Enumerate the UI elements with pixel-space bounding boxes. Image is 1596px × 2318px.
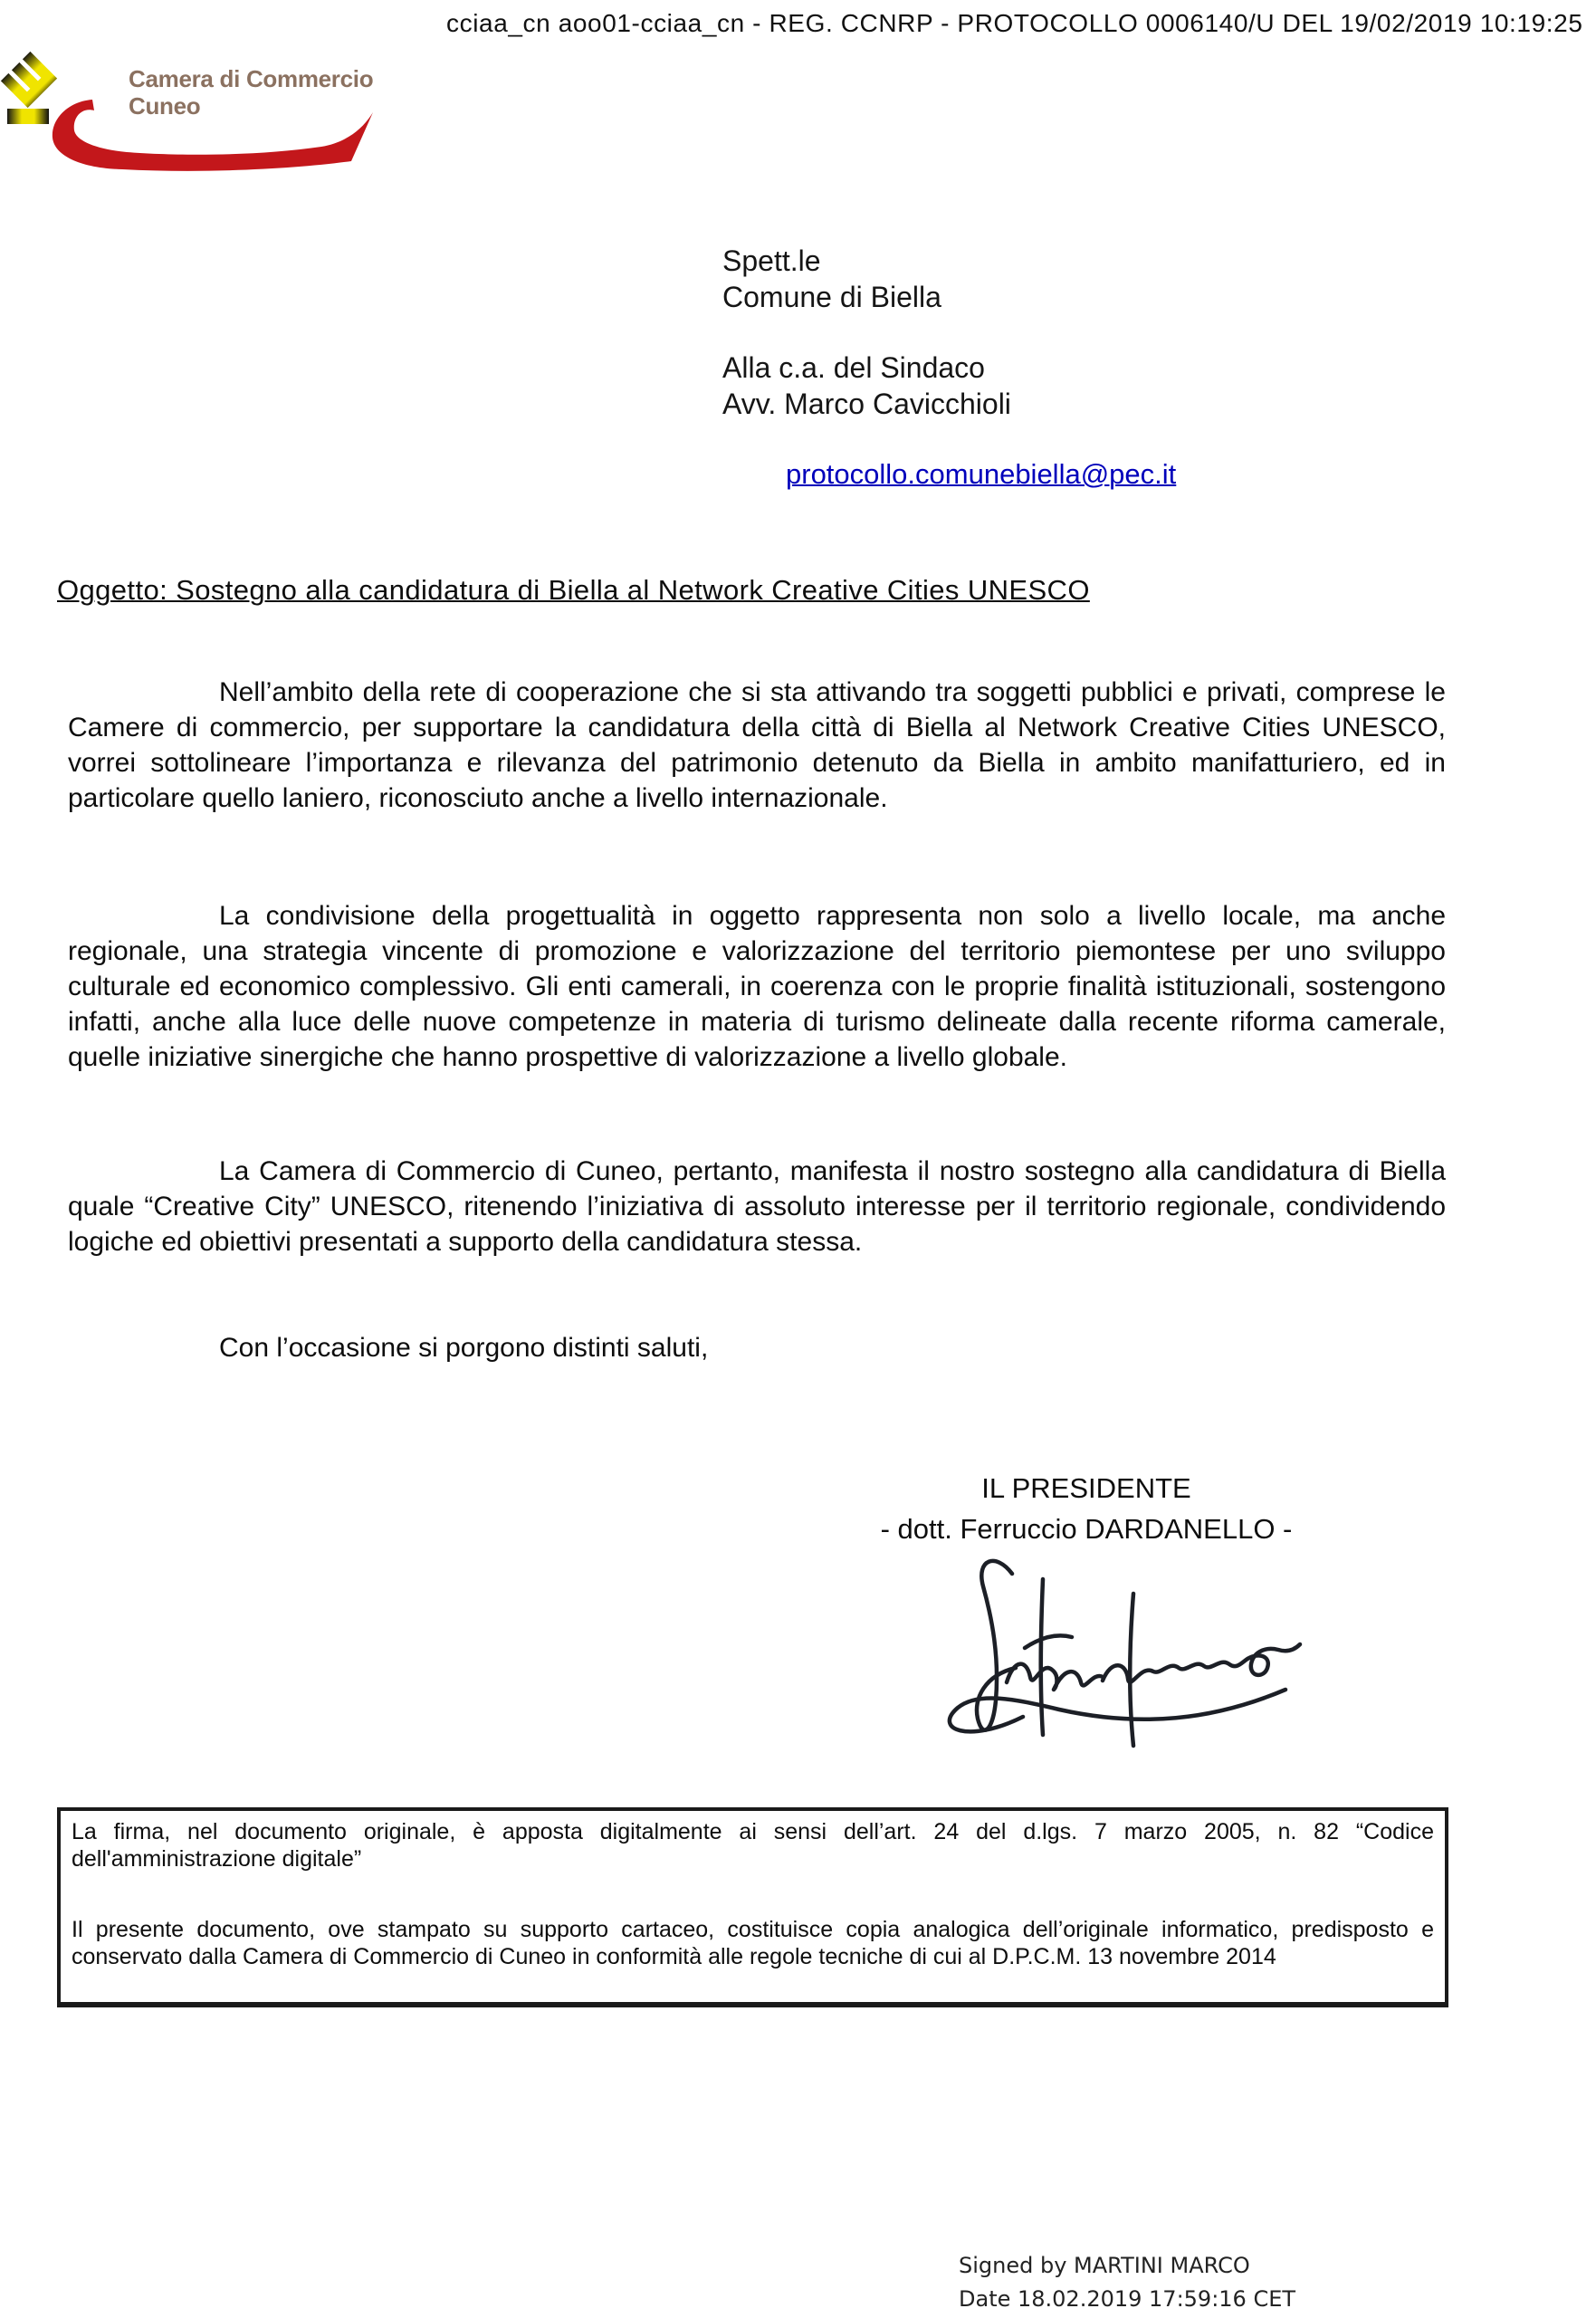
logo-bar — [7, 109, 49, 124]
logo-org-name: Camera di Commercio — [129, 65, 374, 92]
digital-signature-stamp — [959, 2249, 1295, 2316]
logo-e-mark — [1, 52, 57, 108]
handwritten-signature-image — [905, 1539, 1304, 1757]
legal-paragraph-1: La firma, nel documento originale, è apposta digitalmente ai sensi dell’art. 24 del d.lgs. 7 marzo 2005, n. 82 “Codice dell'amministrazione digitale” — [72, 1819, 1434, 1872]
recipient-attention-line: Alla c.a. del Sindaco — [722, 351, 985, 384]
protocol-header: cciaa_cn aoo01-cciaa_cn - REG. CCNRP - PROTOCOLLO 0006140/U DEL 19/02/2019 10:19:25 — [446, 9, 1583, 37]
body-paragraph-1: Nell’ambito della rete di cooperazione che si sta attivando tra soggetti pubblici e privati, comprese le Camere di commercio, per supportare la candidatura della città di Biella al Network Creative Cities UNESCO, vorrei sottolineare l’importanza e rilevanza del patrimonio detenuto da Biella in ambito manifatturiero, ed in particolare quello laniero, riconosciuto anche a livello internazionale. — [68, 677, 1446, 813]
signer-title: IL PRESIDENTE — [981, 1472, 1191, 1504]
digital-signed-by: Signed by MARTINI MARCO — [959, 2253, 1250, 2278]
body-paragraph-2: La condivisione della progettualità in oggetto rappresenta non solo a livello locale, ma anche regionale, una strategia vincente di promozione e valorizzazione del territorio piemontese per uno sviluppo culturale ed economico complessivo. Gli enti camerali, in coerenza con le proprie finalità istituzionali, sostengono infatti, anche alla luce delle nuove competenze in materia di turismo delineate dalla recente riforma camerale, quelle iniziative sinergiche che hanno prospettive di valorizzazione a livello globale. — [68, 901, 1446, 1072]
body-paragraph-3: La Camera di Commercio di Cuneo, pertanto, manifesta il nostro sostegno alla candidatura di Biella quale “Creative City” UNESCO, ritenendo l’iniziativa di assoluto interesse per il territorio regionale, condividendo logiche ed obiettivi presentati a supporto della candidatura stessa. — [68, 1156, 1446, 1257]
recipient-email-link[interactable]: protocollo.comunebiella@pec.it — [786, 458, 1177, 490]
subject-line: Oggetto: Sostegno alla candidatura di Biella al Network Creative Cities UNESCO — [57, 574, 1090, 606]
legal-disclaimer-box — [57, 1807, 1448, 2007]
closing-line: Con l’occasione si porgono distinti saluti, — [219, 1333, 709, 1363]
signer-name: - dott. Ferruccio DARDANELLO - — [880, 1513, 1293, 1545]
recipient-salutation: Spett.le — [722, 244, 821, 277]
logo-wordmark — [129, 65, 373, 120]
recipient-block — [722, 243, 941, 315]
logo-org-city: Cuneo — [129, 92, 201, 120]
legal-paragraph-2: Il presente documento, ove stampato su supporto cartaceo, costituisce copia analogica dell’originale informatico, predisposto e conservato dalla Camera di Commercio di Cuneo in conformità alle regole tecniche di cui al D.P.C.M. 13 novembre 2014 — [72, 1917, 1434, 1969]
signature-block — [815, 1468, 1358, 1549]
recipient-organization: Comune di Biella — [722, 281, 941, 313]
recipient-attention-block — [722, 350, 1011, 422]
digital-signed-date: Date 18.02.2019 17:59:16 CET — [959, 2286, 1296, 2312]
recipient-attention-name: Avv. Marco Cavicchioli — [722, 388, 1011, 420]
